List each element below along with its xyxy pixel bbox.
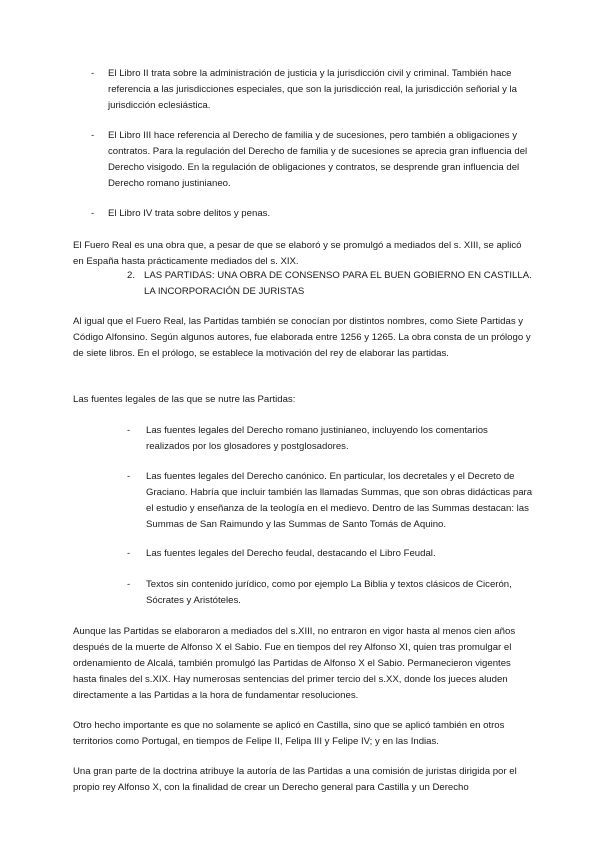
list-item-libro-iii: El Libro III hace referencia al Derecho de familia y de sucesiones, pero también a obligaciones y contratos. Para la regulación del Derecho de familia y de sucesiones se aprecia gran influencia del Derecho visigodo. En la regulación de obligaciones y contratos, se desprende gran influencia del Derecho romano justinianeo. [108,130,528,189]
list-item-fuentes-canonico: Las fuentes legales del Derecho canónico. En particular, los decretales y el Decreto de Graciano. Habría que incluir también las llamadas Summas, que son obras didácticas para el estudio y enseñanza de la teología en el medievo. Dentro de las Summas destacan: las Summas de San Raimundo y las Summas de Santo Tomás de Aquino. [146,471,533,530]
paragraph-partidas-intro: Al igual que el Fuero Real, las Partidas también se conocían por distintos nombres, como Siete Partidas y Código Alfonsino. Según algunos autores, fue elaborada entre 1256 y 1265. La obra consta de un prólogo y de siete libros. En el prólogo, se establece la motivación del rey de elaborar las partidas. [73,316,531,359]
list-bullet: - [127,579,131,590]
list-item-libro-ii: El Libro II trata sobre la administración de justicia y la jurisdicción civil y criminal. También hace referencia a las jurisdicciones especiales, que son la jurisdicción real, la jurisdicción señorial y la jurisdicción eclesiástica. [108,68,517,111]
paragraph-fuentes-intro: Las fuentes legales de las que se nutre las Partidas: [73,394,296,405]
paragraph-fuero-real: El Fuero Real es una obra que, a pesar de que se elaboró y se promulgó a mediados del s. XIII, se aplicó en España hasta prácticamente mediados del s. XIX. [73,240,522,267]
paragraph-autoria: Una gran parte de la doctrina atribuye la autoría de las Partidas a una comisión de juristas dirigida por el propio rey Alfonso X, con la finalidad de crear un Derecho general para Castilla y un Derecho [73,766,517,793]
list-item-fuentes-textos: Textos sin contenido jurídico, como por ejemplo La Biblia y textos clásicos de Cicerón, Sócrates y Aristóteles. [146,579,512,606]
list-bullet: - [127,425,131,436]
section-number: 2. [127,270,136,281]
list-item-fuentes-feudal: Las fuentes legales del Derecho feudal, destacando el Libro Feudal. [146,548,436,559]
section-heading: LAS PARTIDAS: UNA OBRA DE CONSENSO PARA EL BUEN GOBIERNO EN CASTILLA. LA INCORPORACIÓN DE JURISTAS [144,270,532,297]
list-item-fuentes-romano: Las fuentes legales del Derecho romano justinianeo, incluyendo los comentarios realizados por los glosadores y postglosadores. [146,425,488,452]
paragraph-aplicacion: Otro hecho importante es que no solamente se aplicó en Castilla, sino que se aplicó también en otros territorios como Portugal, en tiempos de Felipe II, Felipa III y Felipe IV; y en las Indias. [73,720,505,747]
list-bullet: - [127,471,131,482]
list-bullet: - [91,208,95,219]
list-bullet: - [127,548,131,559]
list-item-libro-iv: El Libro IV trata sobre delitos y penas. [108,208,271,219]
paragraph-vigencia: Aunque las Partidas se elaboraron a mediados del s.XIII, no entraron en vigor hasta al menos cien años después de la muerte de Alfonso X el Sabio. Fue en tiempos del rey Alfonso XI, quien tras promulgar el ordenamiento de Alcalá, también promulgó las Partidas de Alfonso X el Sabio. Permanecieron vigentes hasta finales del s.XIX. Hay numerosas sentencias del primer tercio del s.XX, donde los jueces aluden directamente a las Partidas a la hora de fundamentar resoluciones. [73,626,516,701]
list-bullet: - [91,68,95,79]
list-bullet: - [91,130,95,141]
